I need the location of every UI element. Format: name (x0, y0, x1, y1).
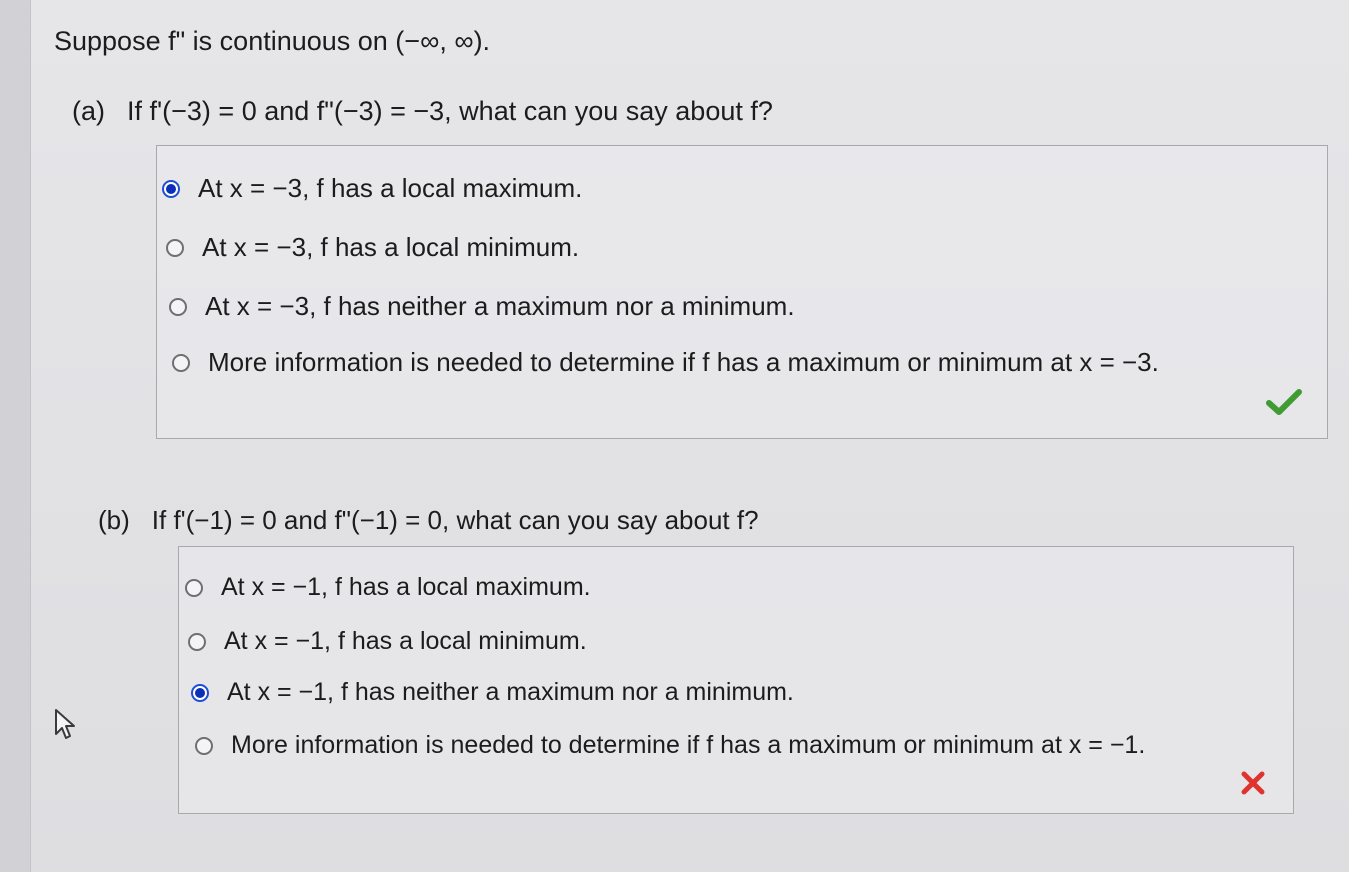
choice-b-3-text: At x = −1, f has neither a maximum nor a minimum. (227, 678, 794, 706)
choice-b-1-text: At x = −1, f has a local maximum. (221, 573, 591, 601)
problem-statement: Suppose f" is continuous on (−∞, ∞). (54, 26, 491, 56)
cross-icon (1239, 769, 1267, 805)
choice-b-3[interactable] (191, 678, 794, 707)
choice-a-2-text: At x = −3, f has a local minimum. (202, 232, 580, 262)
radio-button-icon[interactable] (172, 354, 190, 372)
question-b-label: (b) (98, 505, 130, 535)
choice-b-1[interactable] (185, 573, 591, 602)
radio-button-icon[interactable] (185, 579, 203, 597)
choice-b-2[interactable] (188, 627, 587, 656)
choice-b-4[interactable] (195, 731, 1145, 760)
choice-b-2-text: At x = −1, f has a local minimum. (224, 627, 587, 655)
radio-button-icon[interactable] (191, 684, 209, 702)
choice-a-1-text: At x = −3, f has a local maximum. (198, 173, 583, 203)
radio-button-icon[interactable] (169, 298, 187, 316)
choices-box-a (156, 145, 1328, 439)
radio-button-icon[interactable] (166, 239, 184, 257)
choice-b-4-text: More information is needed to determine if f has a maximum or minimum at x = −1. (231, 731, 1146, 759)
choice-a-3-text: At x = −3, f has neither a maximum nor a minimum. (205, 291, 795, 321)
choice-a-1[interactable] (162, 173, 582, 204)
choice-a-4[interactable] (172, 347, 1159, 378)
choice-a-4-text: More information is needed to determine if f has a maximum or minimum at x = −3. (208, 347, 1159, 377)
choice-a-2[interactable] (166, 232, 579, 263)
checkmark-icon (1266, 386, 1302, 425)
radio-button-icon[interactable] (188, 633, 206, 651)
question-a-text: If f'(−3) = 0 and f"(−3) = −3, what can you say about f? (127, 96, 773, 126)
radio-button-icon[interactable] (162, 180, 180, 198)
mouse-pointer-icon (54, 708, 80, 742)
question-b (98, 505, 759, 536)
question-a (72, 96, 773, 127)
choices-box-b (178, 546, 1294, 814)
question-a-label: (a) (72, 96, 105, 126)
choice-a-3[interactable] (169, 291, 795, 322)
radio-button-icon[interactable] (195, 737, 213, 755)
question-b-text: If f'(−1) = 0 and f"(−1) = 0, what can you say about f? (151, 505, 759, 535)
